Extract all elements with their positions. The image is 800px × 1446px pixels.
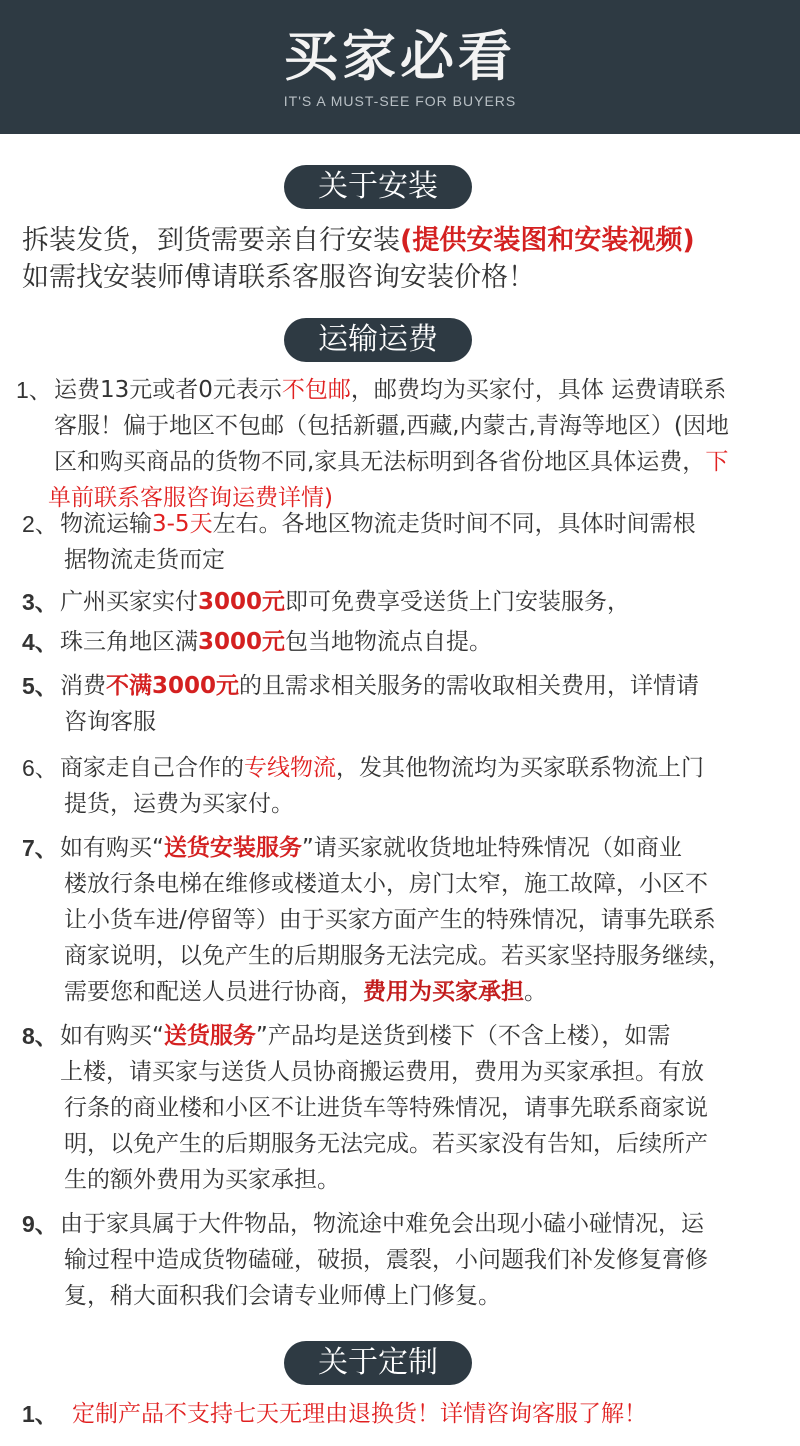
item-text: 咨询客服 [64, 709, 156, 735]
item-highlight: 费用为买家承担 [363, 979, 524, 1005]
item-text: 区和购买商品的货物不同,家具无法标明到各省份地区具体运费， [54, 449, 706, 475]
shipping-item-3 [22, 584, 792, 620]
item-text: 输过程中造成货物磕碰，破损，震裂，小问题我们补发修复膏修 [64, 1247, 708, 1273]
section-heading-custom: 关于定制 [284, 1341, 472, 1385]
item-number: 8、 [22, 1023, 58, 1049]
item-number: 1、 [22, 1401, 58, 1427]
section-heading-install: 关于安装 [284, 165, 472, 209]
item-text: 物流运输 [60, 511, 152, 537]
item-text: 的且需求相关服务的需收取相关费用，详情请 [239, 673, 700, 699]
item-text: 即可免费享受送货上门安装服务， [285, 589, 631, 615]
item-text: 如有购买“ [60, 1023, 164, 1049]
item-highlight: 3000元 [198, 629, 286, 655]
shipping-item-6 [22, 750, 792, 822]
shipping-item-9 [22, 1206, 792, 1314]
item-text: 广州买家实付 [60, 589, 198, 615]
item-text: 上楼，请买家与送货人员协商搬运费用，费用为买家承担。有放 [60, 1059, 704, 1085]
item-highlight: 专线物流 [244, 755, 336, 781]
item-text: 需要您和配送人员进行协商， [64, 979, 363, 1005]
item-text: 复，稍大面积我们会请专业师傅上门修复。 [64, 1283, 501, 1309]
item-text: 运费13元或者0元表示 [54, 377, 282, 403]
install-note-line-2: 如需找安装师傅请联系客服咨询安装价格！ [22, 262, 535, 293]
item-number: 2、 [22, 511, 58, 537]
item-text: 生的额外费用为买家承担。 [64, 1167, 340, 1193]
item-number: 4、 [22, 629, 58, 655]
item-text: 行条的商业楼和小区不让进货车等特殊情况，请事先联系商家说 [64, 1095, 708, 1121]
item-text: 如有购买“ [60, 835, 164, 861]
item-text: 。 [524, 979, 547, 1005]
item-number: 1、 [16, 377, 52, 403]
item-text: 消费 [60, 673, 106, 699]
item-text: 客服！偏于地区不包邮（包括新疆,西藏,内蒙古,青海等地区）(因地 [54, 413, 729, 439]
shipping-item-2 [22, 506, 792, 578]
shipping-item-7 [22, 830, 792, 1010]
shipping-item-1 [16, 372, 786, 516]
item-highlight: 送货服务 [163, 1023, 256, 1049]
item-highlight: 3-5天 [152, 511, 213, 537]
shipping-item-4 [22, 624, 792, 660]
item-text: 楼放行条电梯在维修或楼道太小，房门太窄，施工故障，小区不 [64, 871, 708, 897]
item-text: 由于家具属于大件物品，物流途中难免会出现小磕小碰情况，运 [60, 1211, 704, 1237]
page-subtitle: IT'S A MUST-SEE FOR BUYERS [283, 93, 517, 109]
item-text: 珠三角地区满 [60, 629, 198, 655]
section-heading-shipping: 运输运费 [284, 318, 472, 362]
item-text: 包当地物流点自提。 [285, 629, 493, 655]
item-text: 提货，运费为买家付。 [64, 791, 294, 817]
item-text: 商家说明，以免产生的后期服务无法完成。若买家坚持服务继续， [64, 943, 731, 969]
item-number: 3、 [22, 589, 58, 615]
item-text: ”请买家就收货地址特殊情况（如商业 [301, 835, 682, 861]
page-title: 买家必看 [284, 25, 516, 88]
item-highlight: 不满3000元 [106, 673, 240, 699]
page-header [0, 0, 800, 134]
item-highlight: 送货安装服务 [163, 835, 302, 861]
item-number: 5、 [22, 673, 58, 699]
item-number: 6、 [22, 755, 58, 781]
item-highlight: 不包邮 [281, 377, 351, 403]
install-note-highlight: (提供安装图和安装视频) [400, 225, 695, 256]
shipping-item-5 [22, 668, 792, 740]
item-number: 9、 [22, 1211, 58, 1237]
install-note-line-1 [22, 222, 792, 260]
item-text: 左右。各地区物流走货时间不同，具体时间需根 [212, 511, 696, 537]
item-highlight: 下 [705, 449, 729, 475]
item-text: 商家走自己合作的 [60, 755, 244, 781]
item-text: ”产品均是送货到楼下（不含上楼），如需 [255, 1023, 671, 1049]
item-number: 7、 [22, 835, 58, 861]
item-highlight: 单前联系客服咨询运费详情) [48, 485, 333, 511]
item-text: ，发其他物流均为买家联系物流上门 [336, 755, 704, 781]
item-highlight: 3000元 [198, 589, 286, 615]
item-text: ，邮费均为买家付，具体 运费请联系 [350, 377, 727, 403]
custom-item-1 [22, 1396, 792, 1432]
item-text: 明，以免产生的后期服务无法完成。若买家没有告知，后续所产 [64, 1131, 708, 1157]
item-text: 让小货车进/停留等）由于买家方面产生的特殊情况，请事先联系 [64, 907, 716, 933]
item-text: 据物流走货而定 [64, 547, 225, 573]
shipping-item-8 [22, 1018, 792, 1198]
custom-notice-text: 定制产品不支持七天无理由退换货！详情咨询客服了解！ [72, 1401, 647, 1427]
install-note-text: 拆装发货，到货需要亲自行安装 [22, 225, 400, 256]
